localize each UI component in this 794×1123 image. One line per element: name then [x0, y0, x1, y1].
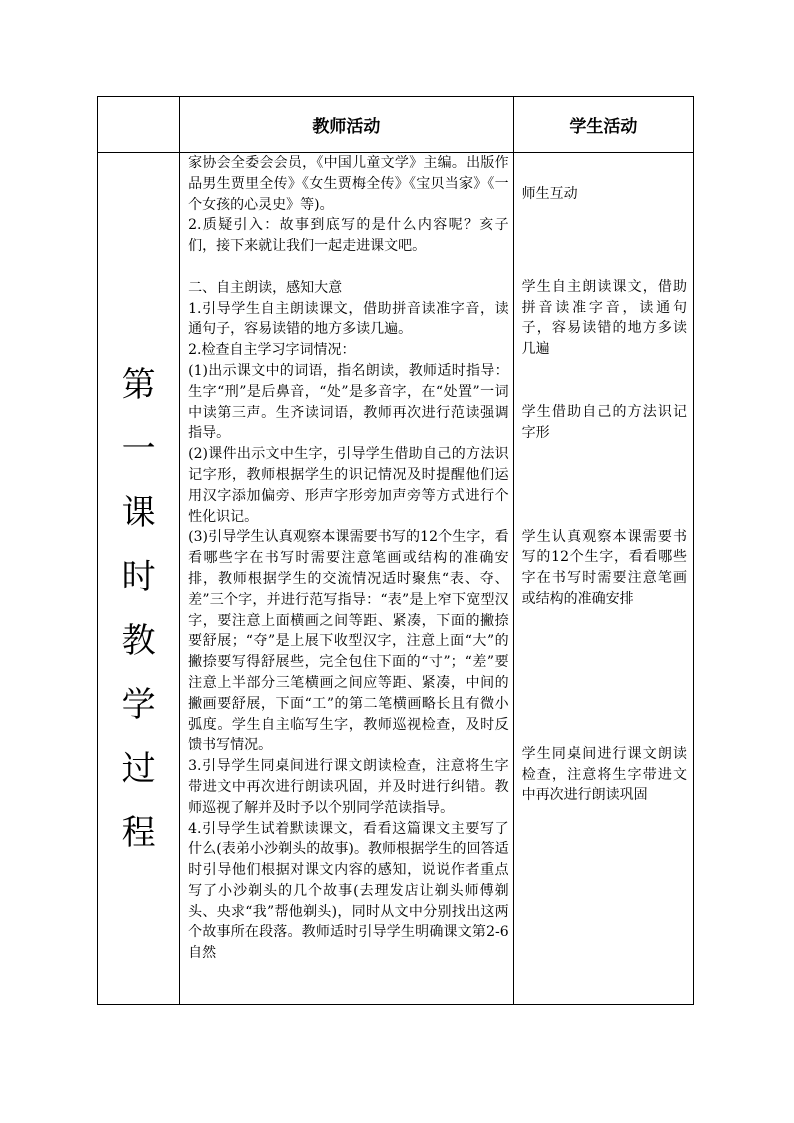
- side-title-char: 时: [121, 556, 156, 597]
- side-title-char: 教: [121, 620, 156, 661]
- side-title: [98, 353, 179, 865]
- side-title-char: 程: [121, 812, 156, 853]
- student-activity-cell: [513, 153, 693, 1005]
- teacher-paragraph: 家协会全委会会员，《中国儿童文学》主编。出版作品男生贾里全传》《女生贾梅全传》《宝贝当家》《一个女孩的心灵史》等)。: [188, 155, 509, 213]
- student-paragraph: 学生同桌间进行课文朗读检查，注意将生字带进文中再次进行朗读巩固: [521, 745, 687, 804]
- teacher-activity-cell: [180, 153, 514, 1005]
- student-paragraph: 学生借助自己的方法识记字形: [521, 403, 687, 441]
- side-title-char: 学: [121, 684, 156, 725]
- table-body-row: [98, 153, 694, 1005]
- teacher-paragraph: (2)课件出示文中生字，引导学生借助自己的方法识记字形，教师根据学生的识记情况及时提醒他们运用汉字添加偏旁、形声字形旁加声旁等方式进行个性化识记。: [188, 446, 509, 525]
- teacher-paragraph: 2.质疑引入：故事到底写的是什么内容呢？亥子们，接下来就让我们一起走进课文吧。: [188, 217, 509, 255]
- side-title-char: 第: [121, 364, 156, 405]
- student-paragraph: 师生互动: [521, 186, 578, 202]
- header-teacher-activity: 教师活动: [180, 97, 514, 153]
- student-paragraph: 学生认真观察本课需要书写的12个生字，看看哪些字在书写时需要注意笔画或结构的准确安排: [521, 528, 687, 607]
- student-activity-content: [522, 184, 687, 806]
- teacher-paragraph: 4.引导学生试着默读课文，看看这篇课文主要写了什么(表弟小沙剃头的故事)。教师根据学生的回答适时引导他们根据对课文内容的感知，说说作者重点写了小沙剃头的几个故事(去理发店让剃头师傅剃头、央求“我”帮他剃头)，同时从文中分别找出这两个故事所在段落。教师适时引导学生明确课文第2-6自然: [188, 820, 509, 962]
- teacher-activity-content: [188, 153, 509, 964]
- teacher-section-heading: 二、自主朗读，感知大意: [188, 279, 343, 296]
- table-header-row: [98, 97, 694, 153]
- side-title-cell: [98, 153, 180, 1005]
- header-side-cell: [98, 97, 180, 153]
- teacher-paragraph: 3.引导学生同桌间进行课文朗读检查，注意将生字带进文中再次进行朗读巩固，并及时进行纠错。教师巡视了解并及时予以个别同学范读指导。: [188, 758, 509, 816]
- side-title-char: 课: [121, 492, 156, 533]
- side-title-char: 过: [121, 748, 156, 789]
- teacher-paragraph: (3)引导学生认真观察本课需要书写的12个生字，看看哪些字在书写时需要注意笔画或结构的准确安排，教师根据学生的交流情况适时聚焦“表、夺、差”三个字，并进行范写指导：“表”是上窄下宽型汉字，要注意上面横画之间等距、紧凑，下面的撇捺要舒展；“夺”是上展下收型汉字，注意上面“大”的撇捺要写得舒展些，完全包住下面的“寸”；“差”要注意上半部分三笔横画之间应等距、紧凑，中间的撇画要舒展，下面“工”的第二笔横画略长且有微小弧度。学生自主临写生字，教师巡视检查，及时反馈书写情况。: [188, 529, 509, 754]
- teacher-paragraph: 2.检查自主学习字词情况：: [188, 342, 356, 359]
- student-paragraph: 学生自主朗读课文，借助拼音读准字音，读通句子，容易读错的地方多读几遍: [521, 278, 687, 358]
- header-student-activity: 学生活动: [513, 97, 693, 153]
- teacher-paragraph: 1.引导学生自主朗读课文，借助拼音读准字音，读通句子，容易读错的地方多读几遍。: [188, 300, 509, 338]
- teacher-paragraph: (1)出示课文中的词语，指名朗读，教师适时指导：生字“刑”是后鼻音，“处”是多音字，在“处置”一词中读第三声。生齐读词语，教师再次进行范读强调指导。: [188, 362, 509, 442]
- lesson-plan-table: [97, 96, 694, 1005]
- blank-line: [188, 257, 509, 278]
- side-title-char: 一: [121, 428, 156, 469]
